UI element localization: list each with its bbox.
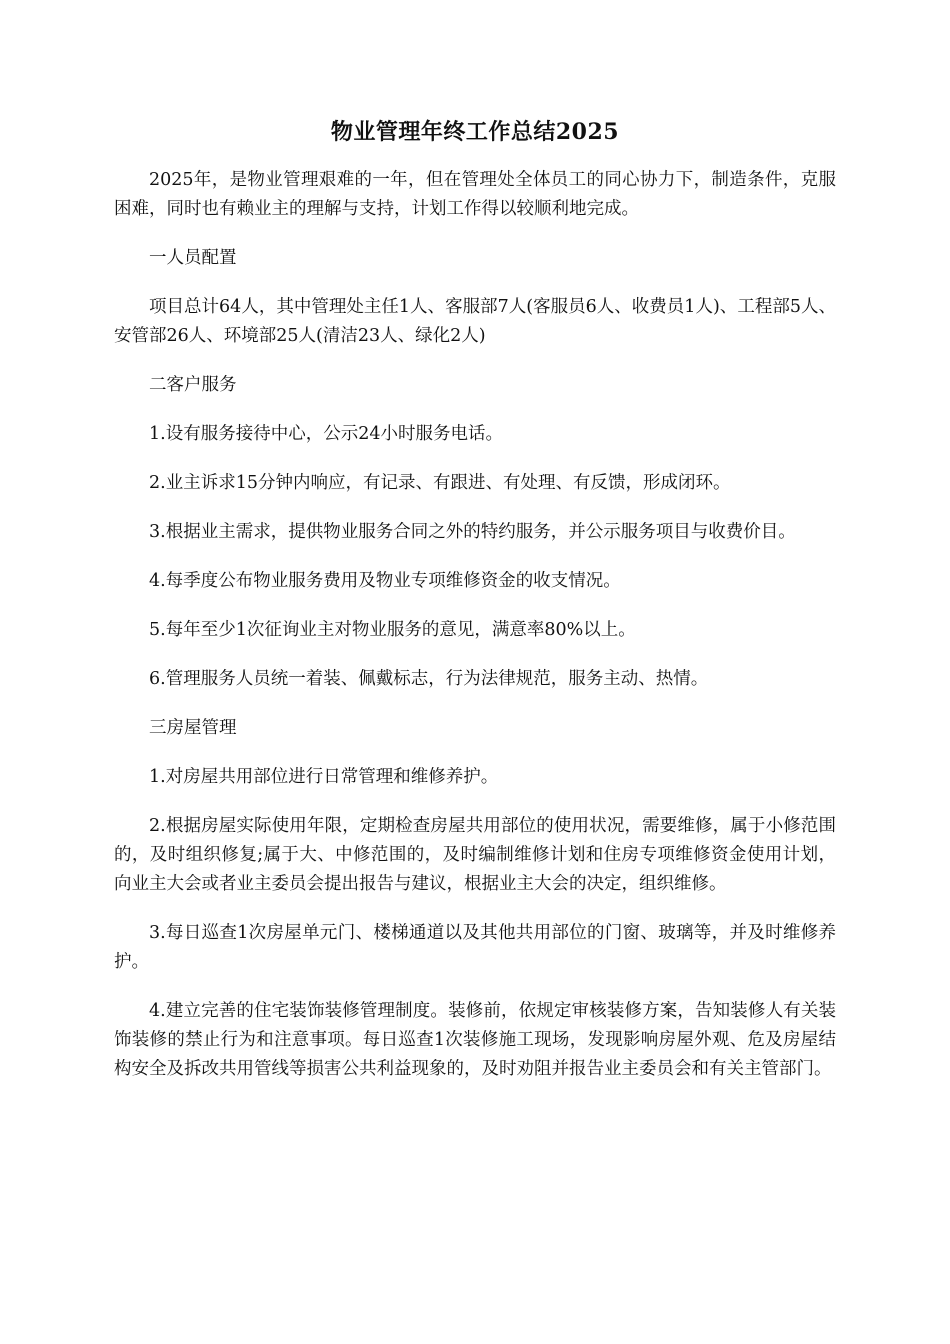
list-item-housing-2: 2.根据房屋实际使用年限，定期检查房屋共用部位的使用状况，需要维修，属于小修范围的，及时组织修复;属于大、中修范围的，及时编制维修计划和住房专项维修资金使用计划，向业主大会或者业主委员会提出报告与建议，根据业主大会的决定，组织维修。 [114, 816, 836, 894]
list-item-service-3: 3.根据业主需求，提供物业服务合同之外的特约服务，并公示服务项目与收费价目。 [149, 522, 796, 542]
list-item-service-6: 6.管理服务人员统一着装、佩戴标志，行为法律规范，服务主动、热情。 [149, 669, 709, 689]
list-item-housing-4: 4.建立完善的住宅装饰装修管理制度。装修前，依规定审核装修方案，告知装修人有关装饰装修的禁止行为和注意事项。每日巡查1次装修施工现场，发现影响房屋外观、危及房屋结构安全及拆改共用管线等损害公共利益现象的，及时劝阻并报告业主委员会和有关主管部门。 [114, 1001, 836, 1079]
list-item-service-4: 4.每季度公布物业服务费用及物业专项维修资金的收支情况。 [149, 571, 621, 591]
list-item-housing-3: 3.每日巡查1次房屋单元门、楼梯通道以及其他共用部位的门窗、玻璃等，并及时维修养护。 [114, 923, 836, 972]
section-heading-staffing: 一人员配置 [149, 248, 237, 268]
list-item-service-2: 2.业主诉求15分钟内响应，有记录、有跟进、有处理、有反馈，形成闭环。 [149, 473, 731, 493]
document-title: 物业管理年终工作总结2025 [330, 119, 620, 145]
list-item-housing-1: 1.对房屋共用部位进行日常管理和维修养护。 [149, 767, 499, 787]
list-item-service-5: 5.每年至少1次征询业主对物业服务的意见，满意率80%以上。 [149, 620, 636, 640]
list-item-service-1: 1.设有服务接待中心，公示24小时服务电话。 [149, 424, 503, 444]
paragraph-staffing: 项目总计64人，其中管理处主任1人、客服部7人(客服员6人、收费员1人)、工程部5人、安管部26人、环境部25人(清洁23人、绿化2人) [114, 297, 836, 346]
section-heading-customer-service: 二客户服务 [149, 375, 237, 395]
paragraph-intro: 2025年，是物业管理艰难的一年，但在管理处全体员工的同心协力下，制造条件，克服困难，同时也有赖业主的理解与支持，计划工作得以较顺利地完成。 [114, 170, 836, 219]
document-page [114, 112, 836, 1104]
section-heading-housing: 三房屋管理 [149, 718, 237, 738]
